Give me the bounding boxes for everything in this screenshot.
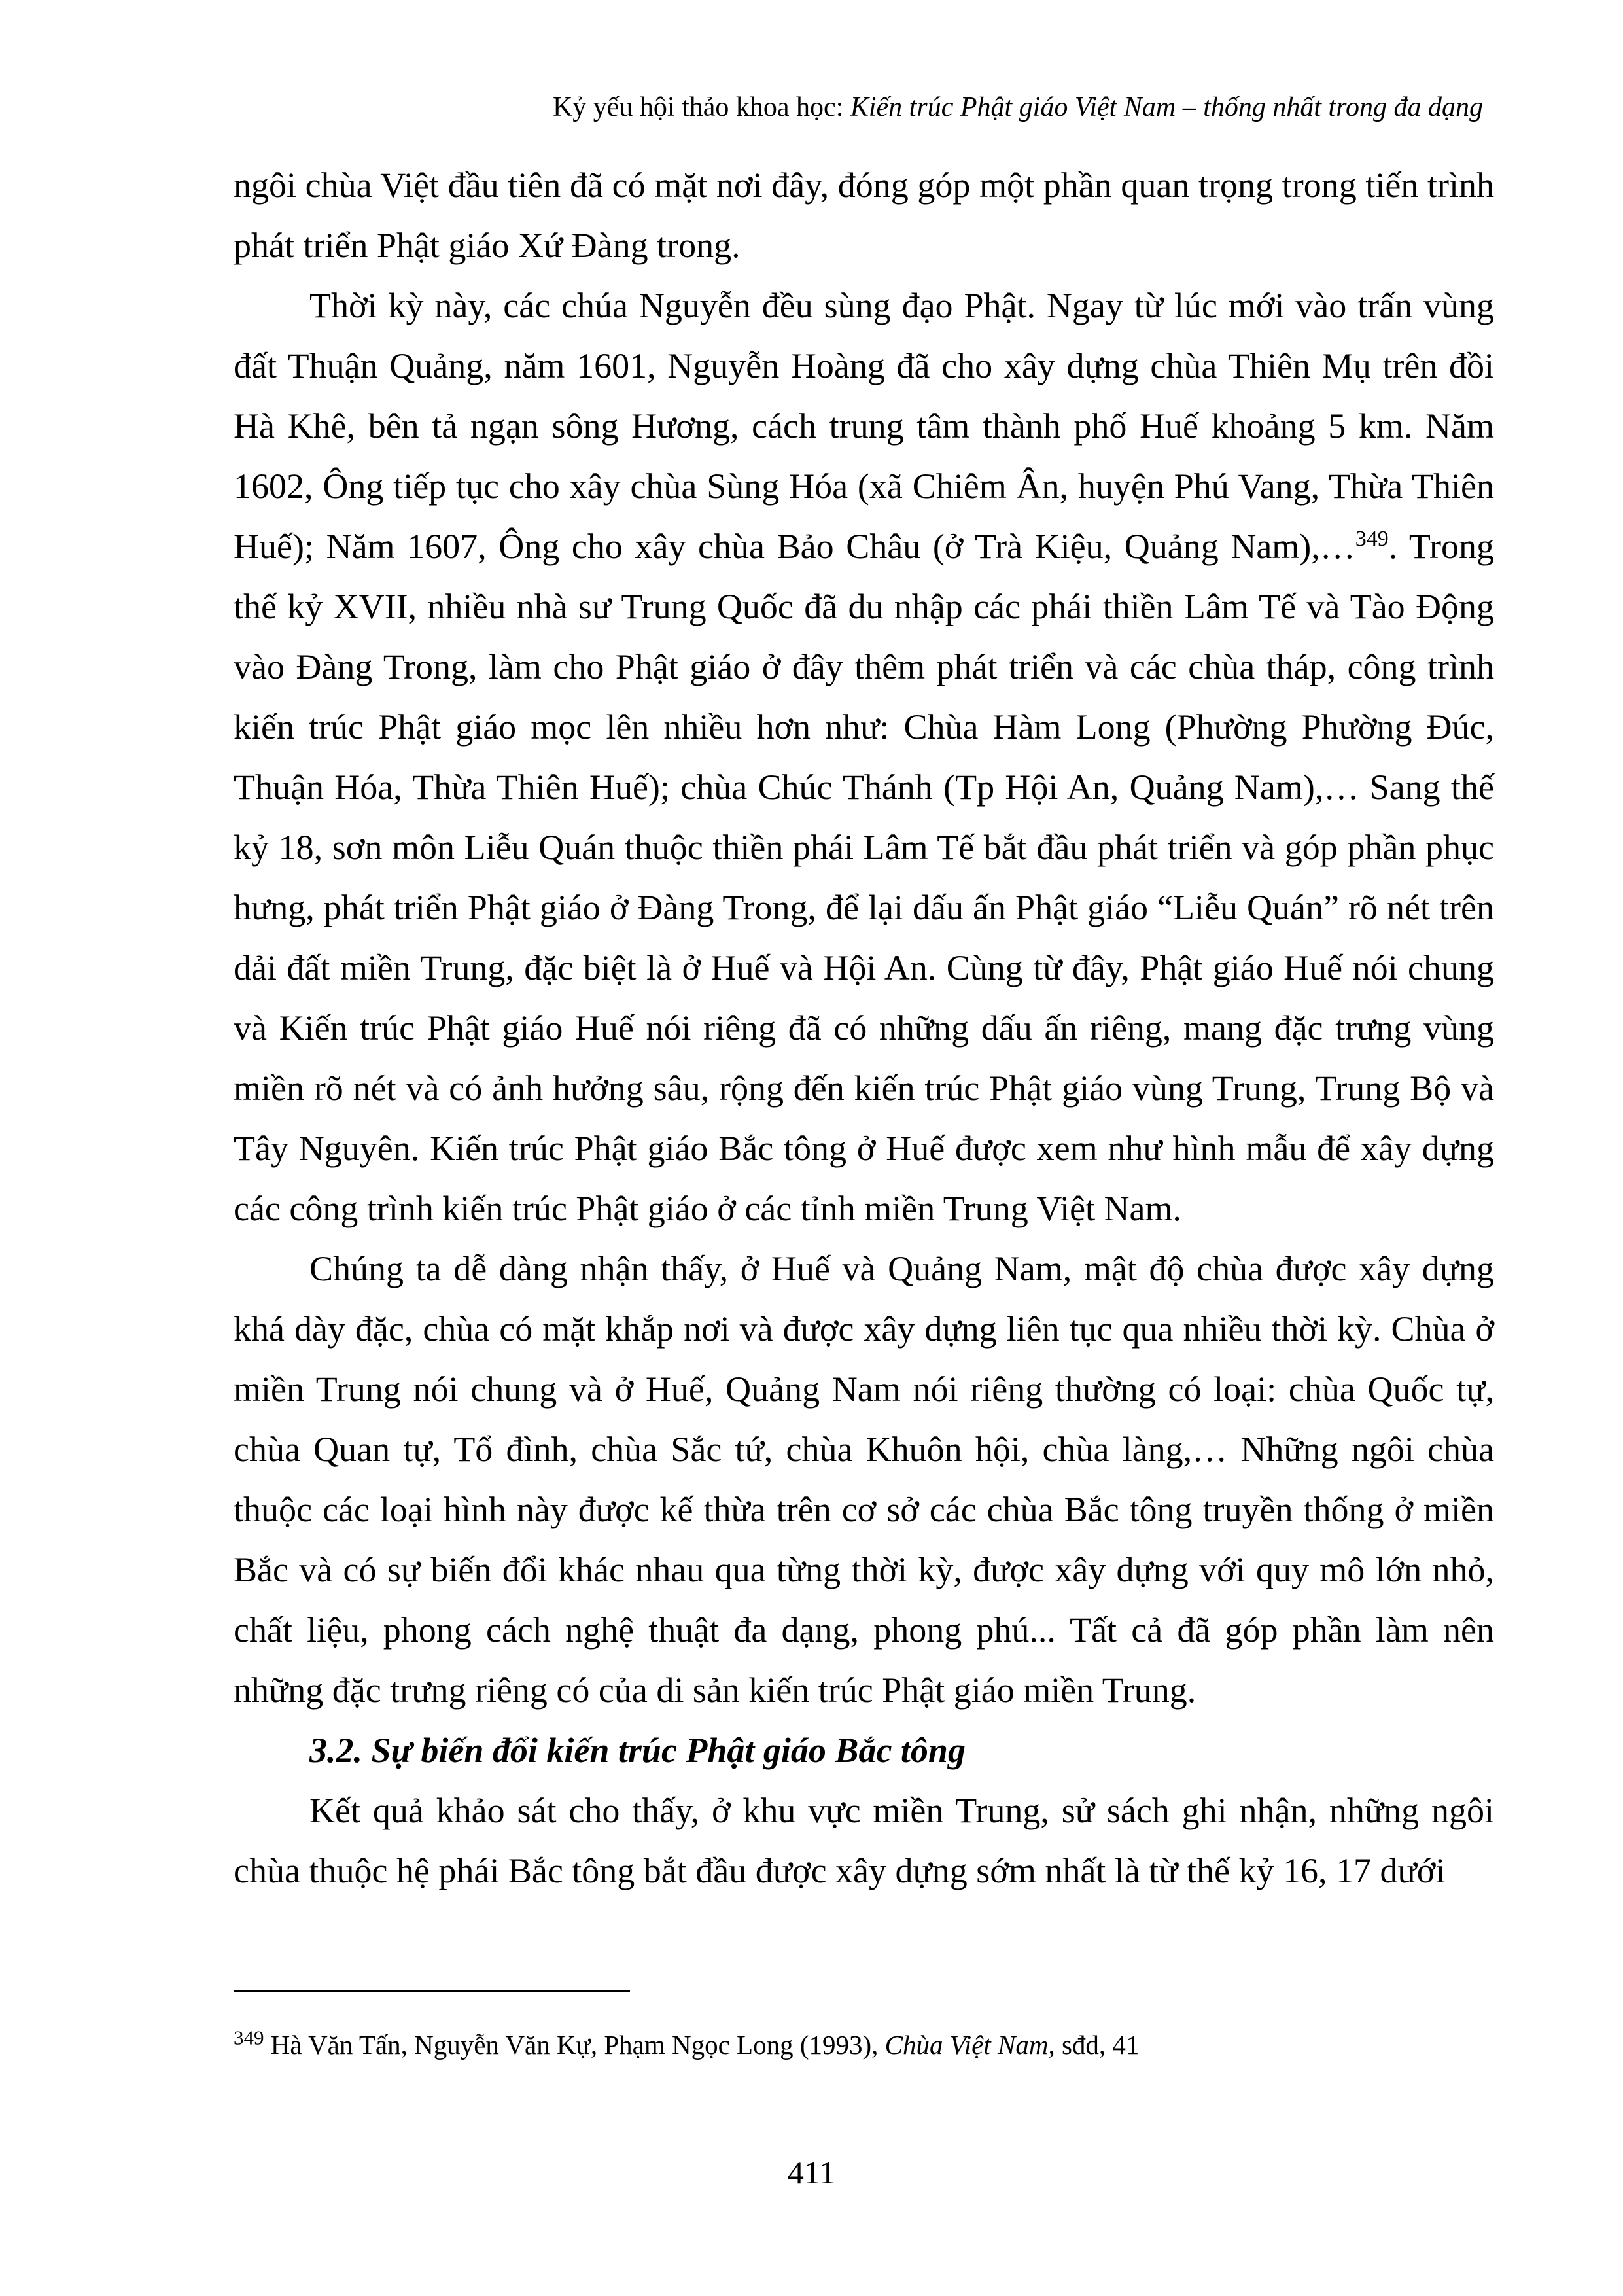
paragraph-1: ngôi chùa Việt đầu tiên đã có mặt nơi đây, đóng góp một phần quan trọng trong tiến trình phát triển Phật giáo Xứ Đàng trong. [234, 166, 1494, 265]
header-title: Kiến trúc Phật giáo Việt Nam – thống nhất trong đa dạng [850, 92, 1483, 122]
paragraph-4: Kết quả khảo sát cho thấy, ở khu vực miền Trung, sử sách ghi nhận, những ngôi chùa thuộc hệ phái Bắc tông bắt đầu được xây dựng sớm nhất là từ thế kỷ 16, 17 dưới [234, 1791, 1494, 1890]
header-prefix: Kỷ yếu hội thảo khoa học: [552, 92, 850, 122]
paragraph-2-part-1: Thời kỳ này, các chúa Nguyễn đều sùng đạo Phật. Ngay từ lúc mới vào trấn vùng đất Thuận Quảng, năm 1601, Nguyễn Hoàng đã cho xây dựng chùa Thiên Mụ trên đồi Hà Khê, bên tả ngạn sông Hương, cách trung tâm thành phố Huế khoảng 5 km. Năm 1602, Ông tiếp tục cho xây chùa Sùng Hóa (xã Chiêm Ân, huyện Phú Vang, Thừa Thiên Huế); Năm 1607, Ông cho xây chùa Bảo Châu (ở Trà Kiệu, Quảng Nam),… [234, 286, 1494, 566]
footnote-text-1: Hà Văn Tấn, Nguyễn Văn Kự, Phạm Ngọc Long (1993), [264, 2030, 885, 2060]
paragraph-2 [234, 275, 1494, 1239]
footnote-text-2: , sđd, 41 [1048, 2030, 1140, 2060]
footnote-italic-title: Chùa Việt Nam [884, 2030, 1049, 2060]
page-number: 411 [787, 2154, 836, 2191]
section-heading: 3.2. Sự biến đổi kiến trúc Phật giáo Bắc tông [309, 1731, 966, 1770]
footnote-separator [234, 1990, 630, 1992]
footnote-number: 349 [234, 2026, 264, 2049]
footnote [234, 2028, 1494, 2062]
running-header [553, 91, 1483, 124]
paragraph-2-part-2: . Trong thế kỷ XVII, nhiều nhà sư Trung Quốc đã du nhập các phái thiền Lâm Tế và Tào Động vào Đàng Trong, làm cho Phật giáo ở đây thêm phát triển và các chùa tháp, công trình kiến trúc Phật giáo mọc lên nhiều hơn như: Chùa Hàm Long (Phường Phường Đúc, Thuận Hóa, Thừa Thiên Huế); chùa Chúc Thánh (Tp Hội An, Quảng Nam),… Sang thế kỷ 18, sơn môn Liễu Quán thuộc thiền phái Lâm Tế bắt đầu phát triển và góp phần phục hưng, phát triển Phật giáo ở Đàng Trong, để lại dấu ấn Phật giáo “Liễu Quán” rõ nét trên dải đất miền Trung, đặc biệt là ở Huế và Hội An. Cùng từ đây, Phật giáo Huế nói chung và Kiến trúc Phật giáo Huế nói riêng đã có những dấu ấn riêng, mang đặc trưng vùng miền rõ nét và có ảnh hưởng sâu, rộng đến kiến trúc Phật giáo vùng Trung, Trung Bộ và Tây Nguyên. Kiến trúc Phật giáo Bắc tông ở Huế được xem như hình mẫu để xây dựng các công trình kiến trúc Phật giáo ở các tỉnh miền Trung Việt Nam. [234, 527, 1494, 1228]
paragraph-3: Chúng ta dễ dàng nhận thấy, ở Huế và Quảng Nam, mật độ chùa được xây dựng khá dày đặc, chùa có mặt khắp nơi và được xây dựng liên tục qua nhiều thời kỳ. Chùa ở miền Trung nói chung và ở Huế, Quảng Nam nói riêng thường có loại: chùa Quốc tự, chùa Quan tự, Tổ đình, chùa Sắc tứ, chùa Khuôn hội, chùa làng,… Những ngôi chùa thuộc các loại hình này được kế thừa trên cơ sở các chùa Bắc tông truyền thống ở miền Bắc và có sự biến đổi khác nhau qua từng thời kỳ, được xây dựng với quy mô lớn nhỏ, chất liệu, phong cách nghệ thuật đa dạng, phong phú... Tất cả đã góp phần làm nên những đặc trưng riêng có của di sản kiến trúc Phật giáo miền Trung. [234, 1249, 1494, 1710]
body-text [234, 155, 1494, 1901]
footnote-reference[interactable]: 349 [1355, 527, 1389, 551]
